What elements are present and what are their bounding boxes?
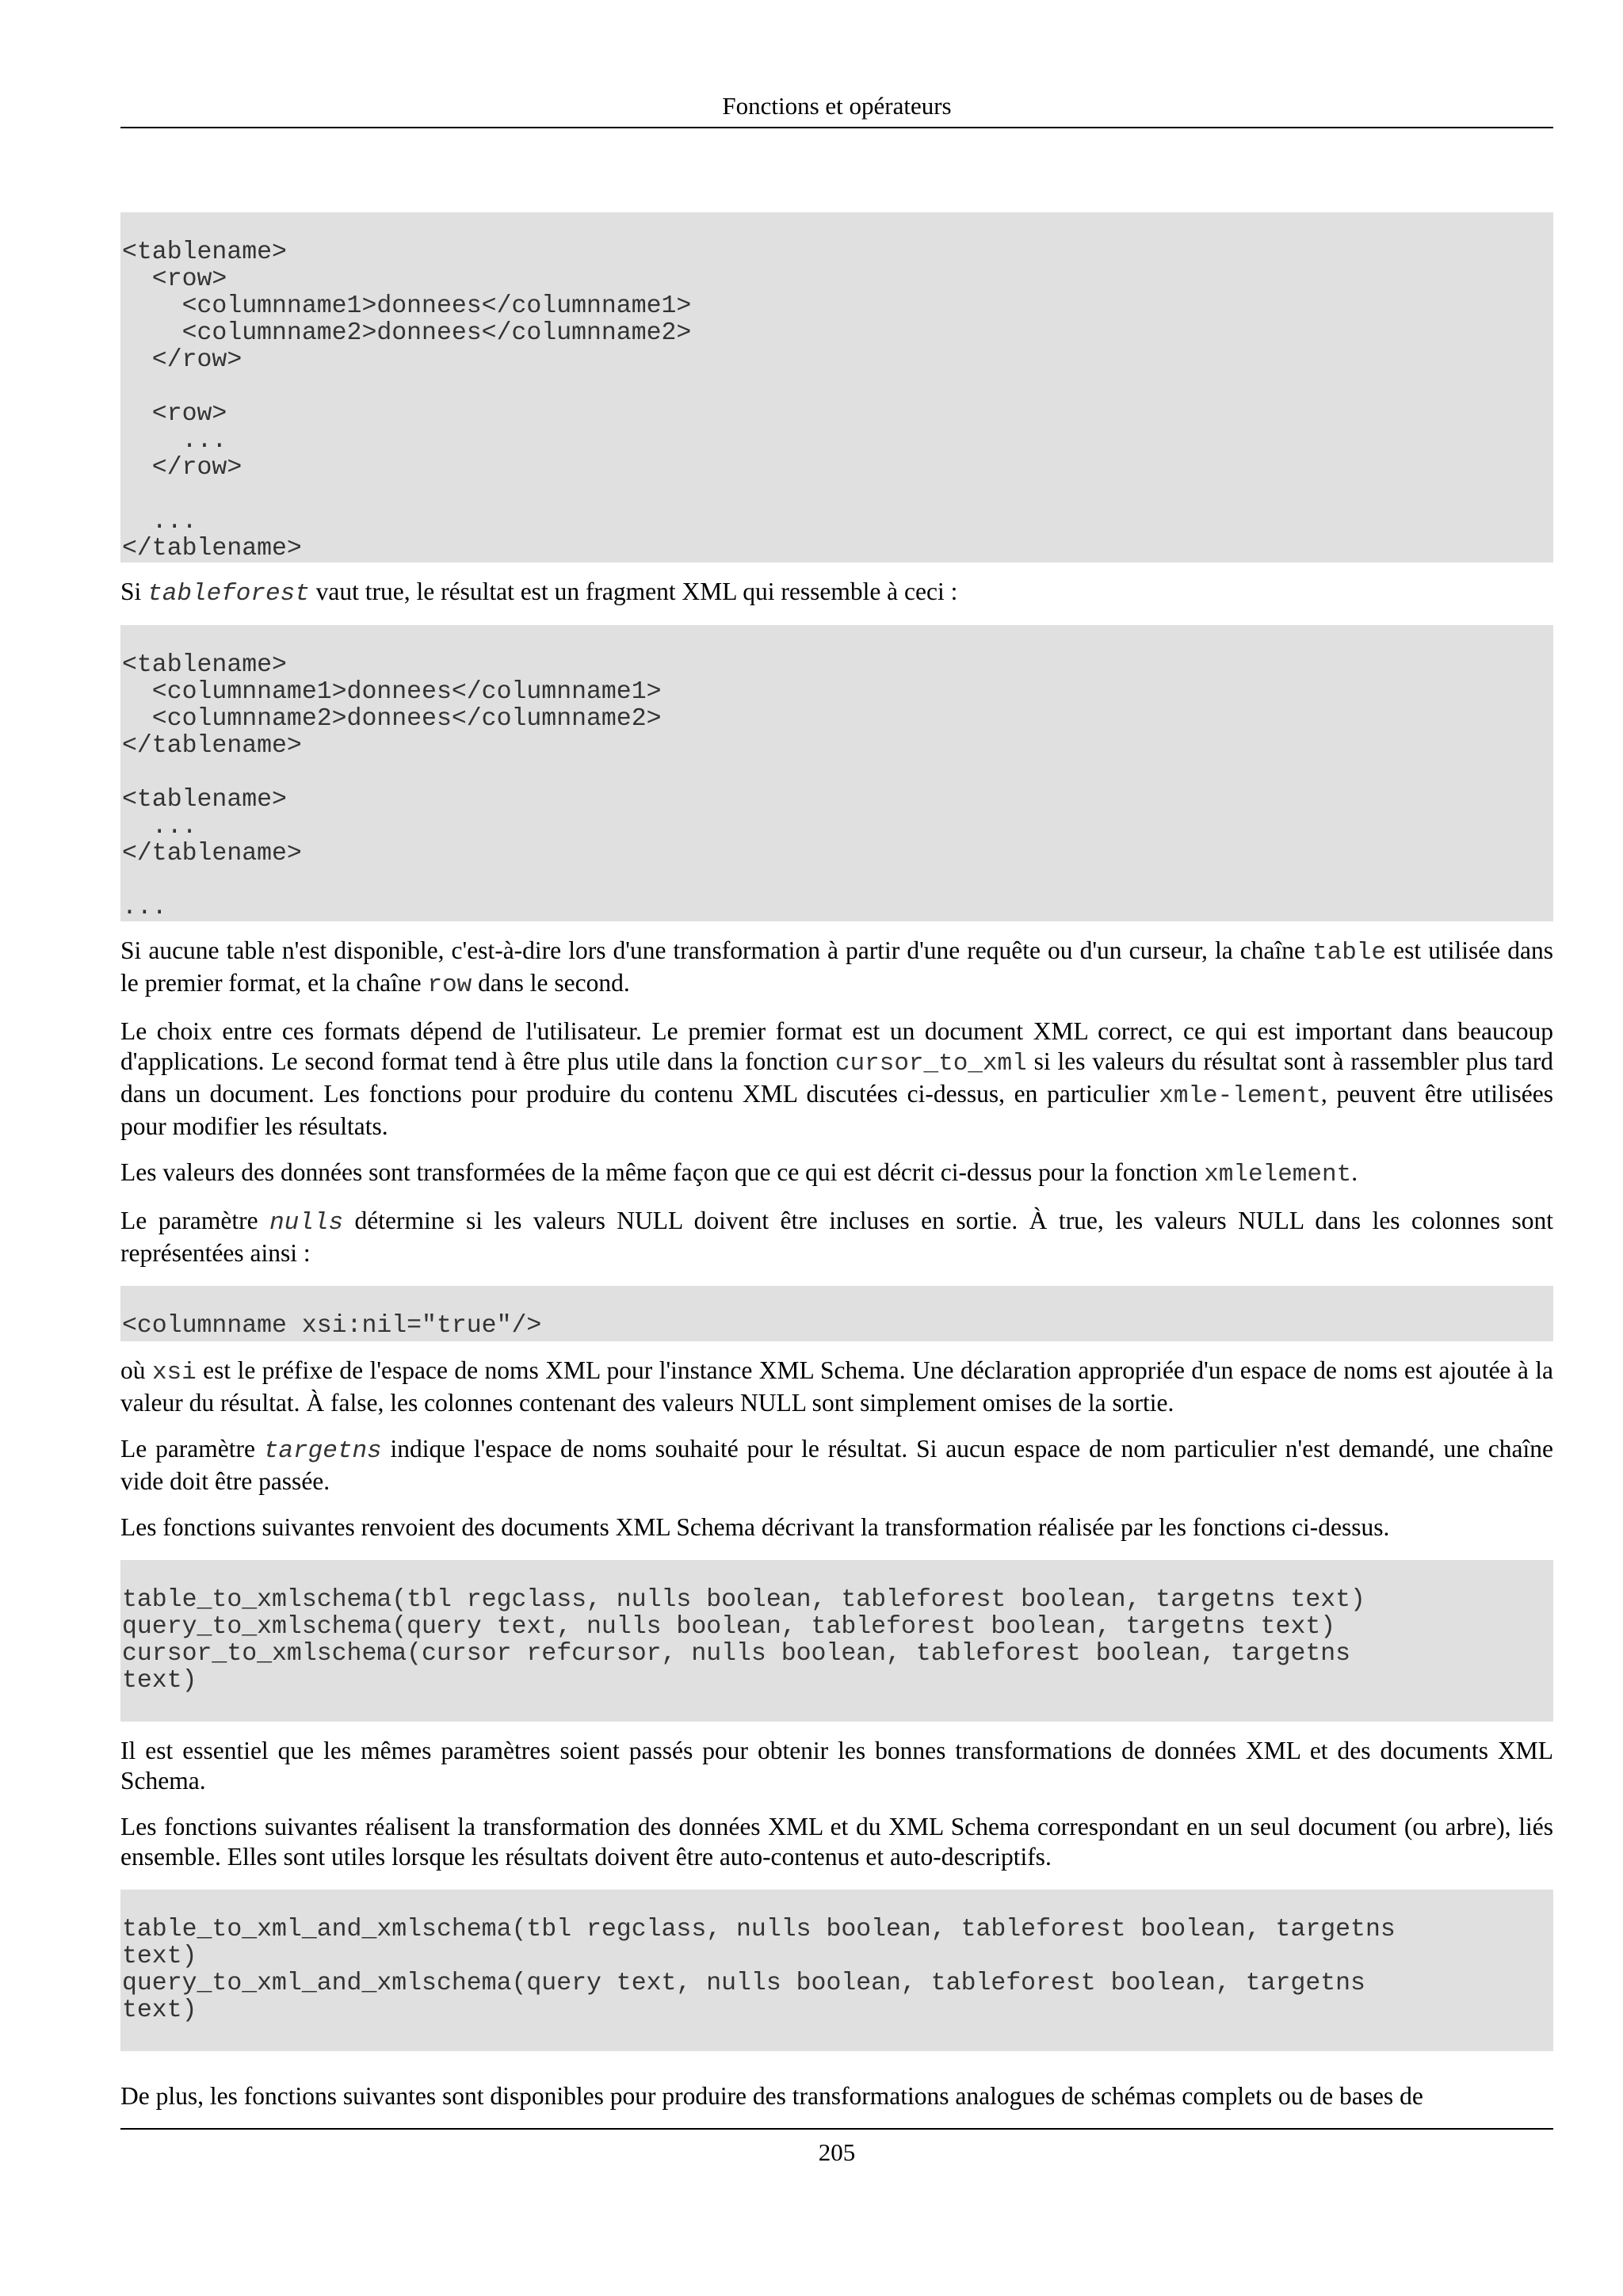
text-run: De plus, les fonctions suivantes sont disponibles pour produire des transformations analogues de schémas complets ou de bases de	[120, 2082, 1423, 2110]
text-run: Les valeurs des données sont transformées de la même façon que ce qui est décrit ci-dessus pour la fonction	[120, 1158, 1205, 1186]
text-run: Il est essentiel que les mêmes paramètres soient passés pour obtenir les bonnes transformations de données XML et des documents XML Schema.	[120, 1737, 1553, 1794]
text-run: vaut true, le résultat est un fragment XML qui ressemble à ceci :	[309, 578, 958, 605]
text-run: Si	[120, 578, 148, 605]
paragraph	[120, 1016, 1553, 1142]
code-block: <tablename> <row> <columnname1>donnees</columnname1> <columnname2>donnees</columnname2> </row> <row> ... </row> ... </tablename>	[120, 212, 1553, 563]
footer-rule	[120, 2128, 1553, 2130]
page-number: 205	[818, 2138, 856, 2166]
page-header: Fonctions et opérateurs	[722, 92, 952, 120]
paragraph	[120, 1812, 1553, 1872]
code-block: <tablename> <columnname1>donnees</columnname1> <columnname2>donnees</columnname2> </tablename> <tablename> ... </tablename> ...	[120, 625, 1553, 921]
text-run: est utilisée dans le premier format, et la chaîne	[120, 936, 1553, 997]
inline-code: nulls	[269, 1209, 344, 1237]
inline-code: cursor_to_xml	[834, 1050, 1027, 1077]
inline-code: tableforest	[147, 580, 310, 608]
page-content	[120, 212, 1553, 2111]
inline-code: targetns	[263, 1437, 382, 1465]
text-run: .	[1351, 1158, 1358, 1186]
code-block: table_to_xmlschema(tbl regclass, nulls boolean, tableforest boolean, targetns text) query_to_xmlschema(query text, nulls boolean, tableforest boolean, targetns text) cursor_to_xmlschema(cursor refcursor, nulls boolean, tableforest boolean, targetns text)	[120, 1560, 1553, 1722]
code-block: table_to_xml_and_xmlschema(tbl regclass, nulls boolean, tableforest boolean, targetns text) query_to_xml_and_xmlschema(query text, nulls boolean, tableforest boolean, targetns text)	[120, 1890, 1553, 2051]
text-run: Le paramètre	[120, 1435, 264, 1463]
text-run: où	[120, 1356, 152, 1384]
paragraph	[120, 936, 1553, 1001]
text-run: Les fonctions suivantes réalisent la transformation des données XML et du XML Schema correspondant en un seul document (ou arbre), liés ensemble. Elles sont utiles lorsque les résultats doivent être auto-contenus et auto-descriptifs.	[120, 1813, 1553, 1871]
code-block: <columnname xsi:nil="true"/>	[120, 1286, 1553, 1341]
text-run: Le paramètre	[120, 1207, 270, 1234]
inline-code: table	[1312, 939, 1387, 967]
inline-code: xmle-lement	[1159, 1082, 1321, 1110]
paragraph	[120, 1206, 1553, 1268]
text-run: dans le second.	[472, 969, 630, 997]
paragraph	[120, 1512, 1553, 1543]
paragraph	[120, 577, 1553, 609]
inline-code: xmlelement	[1204, 1161, 1352, 1188]
header-rule	[120, 127, 1553, 128]
paragraph	[120, 2081, 1553, 2111]
text-run: est le préfixe de l'espace de noms XML pour l'instance XML Schema. Une déclaration appropriée d'un espace de noms est ajoutée à la valeur du résultat. À false, les colonnes contenant des valeurs NULL sont simplement omises de la sortie.	[120, 1356, 1553, 1417]
paragraph	[120, 1736, 1553, 1796]
inline-code: row	[427, 971, 472, 999]
inline-code: xsi	[151, 1359, 197, 1386]
paragraph	[120, 1434, 1553, 1497]
text-run: détermine si les valeurs NULL doivent être incluses en sortie. À true, les valeurs NULL dans les colonnes sont représentées ainsi :	[120, 1207, 1553, 1267]
paragraph	[120, 1158, 1553, 1190]
paragraph	[120, 1356, 1553, 1418]
text-run: si les valeurs du résultat sont à rassembler plus tard dans un document. Les fonctions pour produire du contenu XML discutées ci-dessus, en particulier	[120, 1047, 1553, 1108]
text-run: Le choix entre ces formats dépend de l'utilisateur. Le premier format est un document XML correct, ce qui est important dans beaucoup d'applications. Le second format tend à être plus utile dans la fonction	[120, 1017, 1553, 1075]
text-run: Si aucune table n'est disponible, c'est-à-dire lors d'une transformation à partir d'une requête ou d'un curseur, la chaîne	[120, 936, 1313, 964]
text-run: , peuvent être utilisées pour modifier les résultats.	[120, 1080, 1554, 1140]
text-run: Les fonctions suivantes renvoient des documents XML Schema décrivant la transformation réalisée par les fonctions ci-dessus.	[120, 1513, 1390, 1541]
text-run: indique l'espace de noms souhaité pour le résultat. Si aucun espace de nom particulier n'est demandé, une chaîne vide doit être passée.	[120, 1435, 1553, 1495]
